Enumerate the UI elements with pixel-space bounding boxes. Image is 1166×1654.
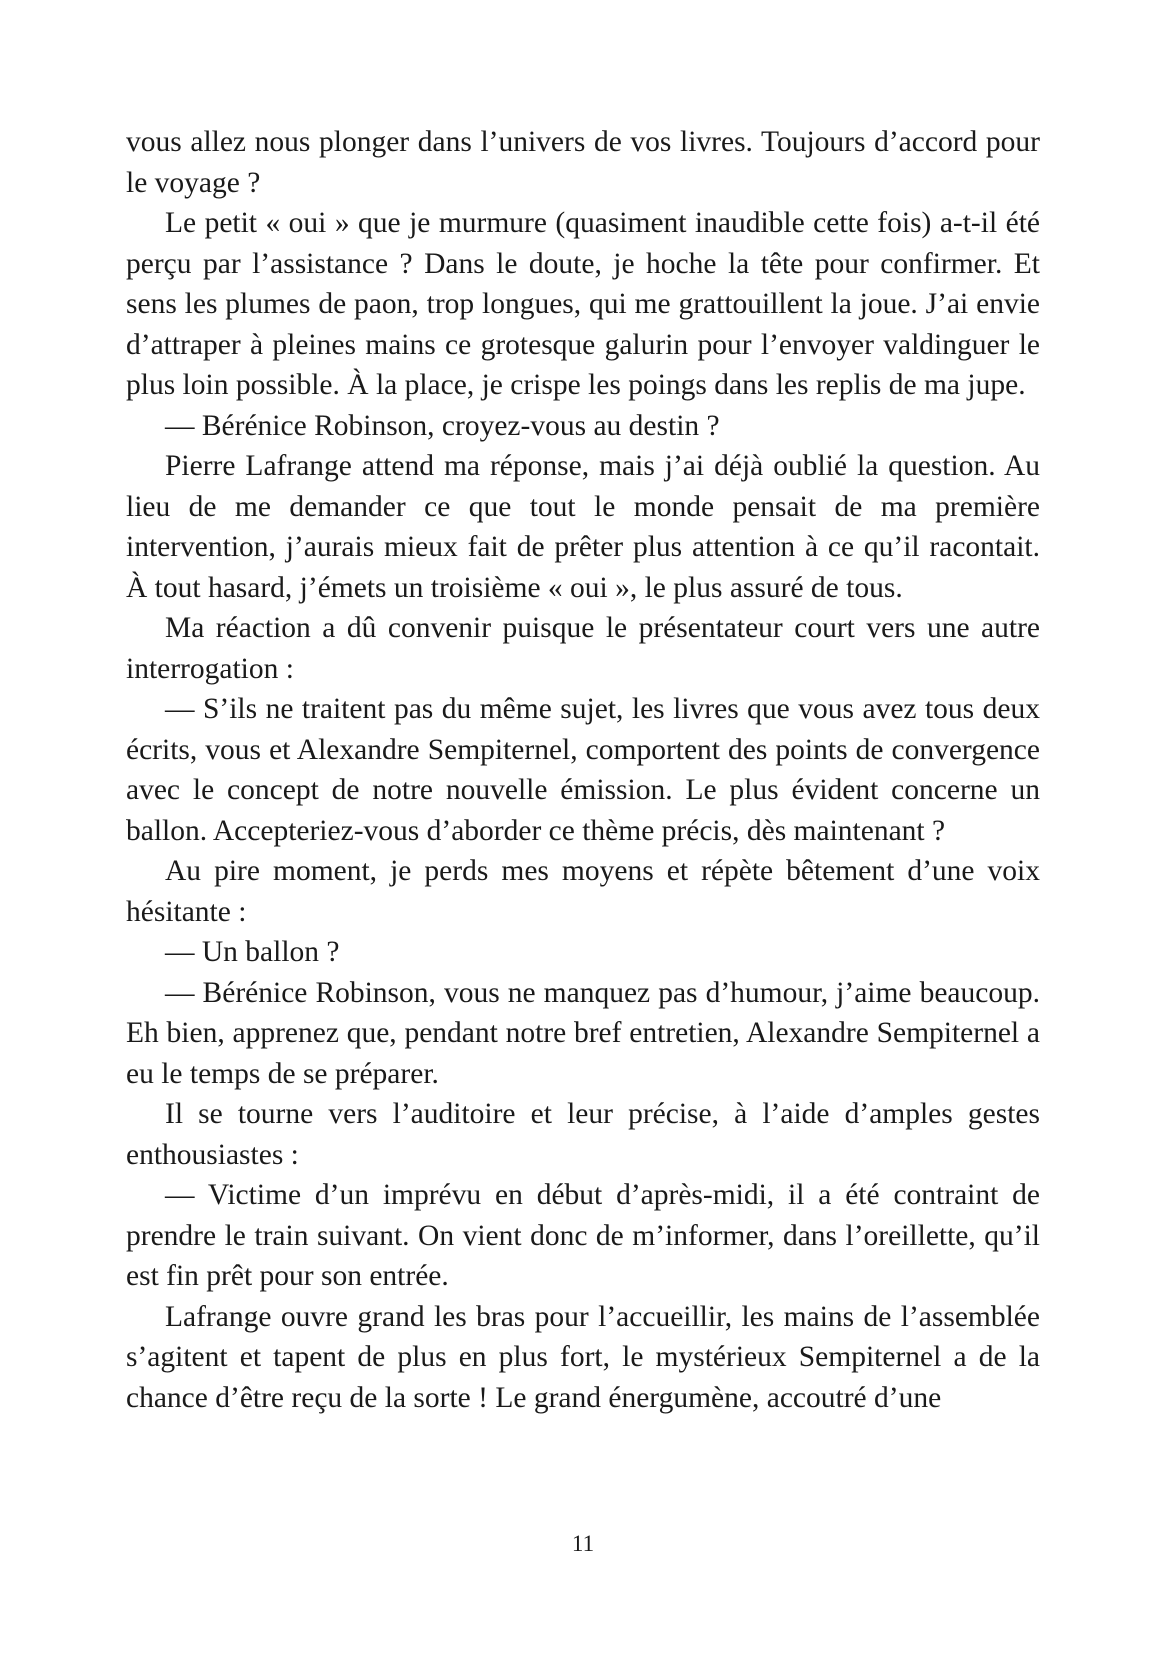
paragraph: Le petit « oui » que je murmure (quasiment inaudible cette fois) a-t-il été perçu par l’assistance ? Dans le doute, je hoche la tête pour confirmer. Et sens les plumes de paon, trop longues, qui me grattouillent la joue. J’ai envie d’attraper à pleines mains ce grotesque galurin pour l’envoyer valdinguer le plus loin possible. À la place, je crispe les poings dans les replis de ma jupe. — [126, 207, 1040, 401]
dialogue-line: — Victime d’un imprévu en début d’après-midi, il a été contraint de prendre le train suivant. On vient donc de m’informer, dans l’oreillette, qu’il est fin prêt pour son entrée. — [126, 1179, 1040, 1292]
paragraph: Pierre Lafrange attend ma réponse, mais j’ai déjà oublié la question. Au lieu de me demander ce que tout le monde pensait de ma première intervention, j’aurais mieux fait de prêter plus attention à ce qu’il racontait. À tout hasard, j’émets un troisième « oui », le plus assuré de tous. — [126, 450, 1040, 604]
paragraph: Lafrange ouvre grand les bras pour l’accueillir, les mains de l’assemblée s’agitent et tapent de plus en plus fort, le mystérieux Sempiternel a de la chance d’être reçu de la sorte ! Le grand énergumène, accoutré d’une — [126, 1300, 1040, 1414]
paragraph: vous allez nous plonger dans l’univers de vos livres. Toujours d’accord pour le voyage ? — [126, 126, 1040, 199]
dialogue-line: — S’ils ne traitent pas du même sujet, les livres que vous avez tous deux écrits, vous et Alexandre Sempiternel, comportent des points de convergence avec le concept de notre nouvelle émission. Le plus évident concerne un ballon. Accepteriez-vous d’aborder ce thème précis, dès maintenant ? — [126, 693, 1040, 847]
page-number: 11 — [571, 1531, 595, 1556]
dialogue-line: — Bérénice Robinson, vous ne manquez pas d’humour, j’aime beaucoup. Eh bien, apprenez que, pendant notre bref entretien, Alexandre Sempiternel a eu le temps de se préparer. — [126, 976, 1040, 1090]
dialogue-line: — Un ballon ? — [165, 936, 340, 968]
dialogue-line: — Bérénice Robinson, croyez-vous au destin ? — [165, 409, 720, 442]
paragraph: Il se tourne vers l’auditoire et leur précise, à l’aide d’amples gestes enthousiastes : — [126, 1098, 1040, 1171]
paragraph: Ma réaction a dû convenir puisque le présentateur court vers une autre interrogation : — [126, 612, 1040, 685]
body-text — [126, 122, 1040, 1418]
paragraph: Au pire moment, je perds mes moyens et répète bêtement d’une voix hésitante : — [126, 855, 1040, 928]
